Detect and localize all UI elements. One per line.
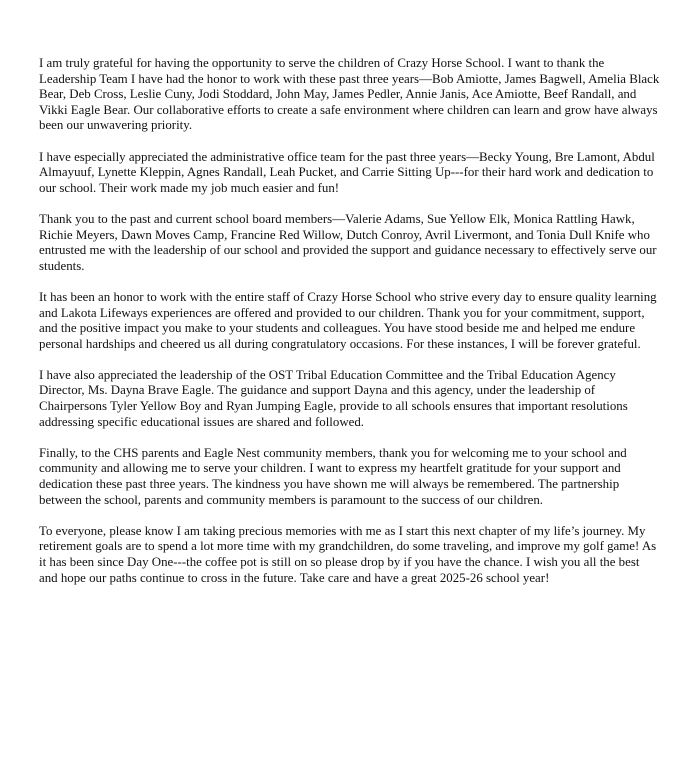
paragraph-parents-community: Finally, to the CHS parents and Eagle Nest community members, thank you for welcoming me to your school and community and allowing me to serve your children. I want to express my heartfelt gratitude for your support and dedication these past three years. The kindness you have shown me will always be remembered. The partnership between the school, parents and community members is paramount to the success of our children. [39, 445, 627, 507]
paragraph-office-team: I have especially appreciated the administrative office team for the past three years—Becky Young, Bre Lamont, Abdul Almayuuf, Lynette Kleppin, Agnes Randall, Leah Pucket, and Carrie Sitting Up---for their hard work and dedication to our school. Their work made my job much easier and fun! [39, 149, 655, 195]
paragraph-closing: To everyone, please know I am taking precious memories with me as I start this next chapter of my life’s journey. My retirement goals are to spend a lot more time with my grandchildren, do some traveling, and improve my golf game! As it has been since Day One---the coffee pot is still on so please drop by if you have the chance. I wish you all the best and hope our paths continue to cross in the future. Take care and have a great 2025-26 school year! [39, 523, 657, 585]
paragraph-school-board: Thank you to the past and current school board members—Valerie Adams, Sue Yellow Elk, Monica Rattling Hawk, Richie Meyers, Dawn Moves Camp, Francine Red Willow, Dutch Conroy, Avril Livermont, and Tonia Dull Knife who entrusted me with the leadership of our school and provided the support and guidance necessary to effectively serve our students. [39, 211, 657, 273]
paragraph-leadership-team: I am truly grateful for having the opportunity to serve the children of Crazy Horse School. I want to thank the Leadership Team I have had the honor to work with these past three years—Bob Amiotte, James Bagwell, Amelia Black Bear, Deb Cross, Leslie Cuny, Jodi Stoddard, John May, James Pedler, Annie Janis, Ace Amiotte, Beef Randall, and Vikki Eagle Bear. Our collaborative efforts to create a safe environment where children can learn and grow have always been our unwavering priority. [39, 56, 660, 133]
paragraph-staff: It has been an honor to work with the entire staff of Crazy Horse School who strive every day to ensure quality learning and Lakota Lifeways experiences are offered and provided to our children. Thank you for your commitment, support, and the positive impact you make to your students and colleagues. You have stood beside me and helped me endure personal hardships and cheered us all during congratulatory occasions. For these instances, I will be forever grateful. [39, 289, 657, 351]
letter-body [39, 56, 661, 602]
paragraph-tribal-education: I have also appreciated the leadership of the OST Tribal Education Committee and the Tribal Education Agency Director, Ms. Dayna Brave Eagle. The guidance and support Dayna and this agency, under the leadership of Chairpersons Tyler Yellow Boy and Ryan Jumping Eagle, provide to all schools ensures that important resolutions addressing specific educational issues are shared and followed. [39, 367, 628, 429]
